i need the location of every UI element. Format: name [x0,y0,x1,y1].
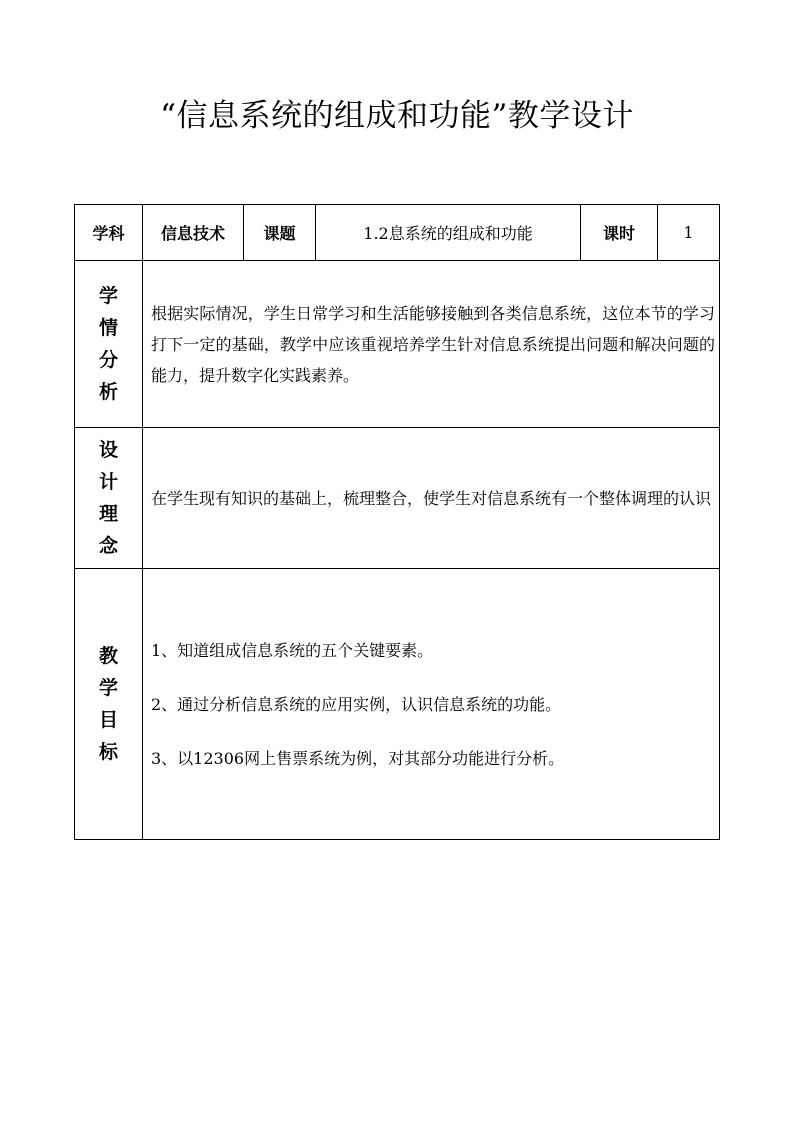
goal-item: 3、以12306网上售票系统为例，对其部分功能进行分析。 [151,748,565,768]
teaching-goals-label [75,569,143,840]
label-char: 理 [98,503,118,525]
label-char: 学 [98,677,118,699]
teaching-goals-row [75,569,720,840]
subject-label: 学科 [75,205,143,261]
learner-analysis-text: 根据实际情况，学生日常学习和生活能够接触到各类信息系统，这位本节的学习打下一定的基础，教学中应该重视培养学生针对信息系统提出问题和解决问题的能力，提升数字化实践素养。 [151,303,715,385]
label-char: 析 [98,381,118,403]
learner-analysis-content [143,261,720,428]
period-value: 1 [658,205,720,261]
page-title: “信息系统的组成和功能”教学设计 [160,98,634,134]
header-row [75,205,720,261]
goal-item: 2、通过分析信息系统的应用实例，认识信息系统的功能。 [151,694,562,714]
design-concept-content [143,428,720,569]
learner-analysis-label [75,261,143,428]
topic-value: 1.2息系统的组成和功能 [316,205,581,261]
label-char: 目 [98,709,118,731]
label-char: 情 [98,317,118,339]
label-char: 分 [98,349,118,371]
subject-value: 信息技术 [143,205,244,261]
design-concept-label [75,428,143,569]
design-concept-text: 在学生现有知识的基础上，梳理整合，使学生对信息系统有一个整体调理的认识 [151,488,712,508]
period-label: 课时 [581,205,658,261]
label-char: 学 [98,285,118,307]
label-char: 设 [98,439,118,461]
goal-item: 1、知道组成信息系统的五个关键要素。 [151,640,434,660]
topic-label: 课题 [244,205,316,261]
lesson-plan-table [74,204,720,840]
label-char: 教 [98,645,118,667]
learner-analysis-row [75,261,720,428]
label-char: 计 [98,471,118,493]
design-concept-row [75,428,720,569]
label-char: 念 [98,535,118,557]
teaching-goals-content [143,569,720,840]
label-char: 标 [98,741,118,763]
